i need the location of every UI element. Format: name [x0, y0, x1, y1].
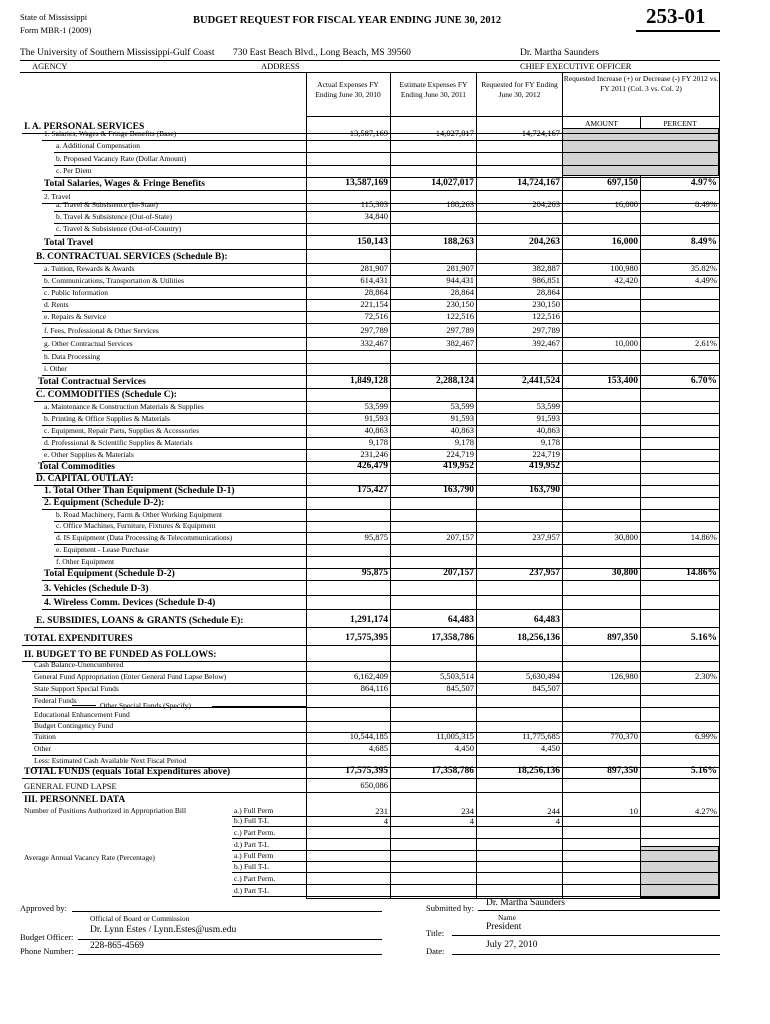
- row-value-v1: 13,587,169: [345, 178, 388, 188]
- row-label: Other: [34, 744, 52, 753]
- row-value-v2: 28,864: [450, 287, 474, 297]
- row-value-v2: 382,467: [446, 338, 474, 348]
- phone-line: [78, 954, 382, 955]
- row-rule: [42, 350, 719, 351]
- row-value-v1: 297,789: [360, 325, 388, 335]
- row-value-v5: 8.49%: [695, 199, 717, 209]
- col5-left: [640, 116, 641, 898]
- date-label: Date:: [426, 946, 445, 956]
- row-value-v3: 14,724,167: [517, 178, 560, 188]
- row-value-v5: 8.49%: [690, 237, 717, 247]
- row-value-v1: 281,907: [360, 263, 388, 273]
- row-value-v4: 10,000: [614, 338, 638, 348]
- row-value-v1: 95,875: [364, 532, 388, 542]
- row-label: Cash Balance-Unencumbered: [34, 660, 124, 669]
- header-bottom-line: [306, 116, 719, 117]
- row-rule: [54, 152, 719, 153]
- form-code: 253-01: [646, 4, 706, 28]
- row-label: Less: Estimated Cash Available Next Fiscal Period: [34, 756, 187, 765]
- row-value-v4: 16,000: [614, 199, 638, 209]
- col-requested-header: Requested for FY Ending June 30, 2012: [481, 80, 558, 99]
- row-value-v2: 91,593: [450, 413, 474, 423]
- address-caption: ADDRESS: [261, 61, 300, 71]
- row-label: b. Printing & Office Supplies & Materials: [44, 414, 170, 423]
- row-value-v4: 697,150: [607, 178, 638, 188]
- personnel-sub-label: b.) Full T-L: [234, 816, 269, 825]
- row-value-v5: 5.16%: [690, 766, 717, 776]
- row-label: Tuition: [34, 732, 56, 741]
- row-value-v5: 6.99%: [695, 731, 717, 741]
- submitted-line: [478, 910, 720, 911]
- approved-line: [72, 911, 382, 912]
- row-label: e. Other Supplies & Materials: [44, 450, 134, 459]
- row-value-v1: 115,303: [360, 199, 388, 209]
- personnel-sub-label: c.) Part Perm.: [234, 828, 276, 837]
- row-value-v3: 28,864: [536, 287, 560, 297]
- row-value-v2: 9,178: [454, 437, 474, 447]
- row-value-v2: 207,157: [443, 568, 474, 578]
- title-line: [452, 935, 720, 936]
- row-value-v4: 126,980: [610, 671, 638, 681]
- row-value-v3: 11,775,685: [522, 731, 560, 741]
- row-label: b. Proposed Vacancy Rate (Dollar Amount): [56, 154, 187, 163]
- ceo-caption: CHIEF EXECUTIVE OFFICER: [520, 61, 632, 71]
- row-value-v2: 281,907: [446, 263, 474, 273]
- row-label: Budget Contingency Fund: [34, 721, 114, 730]
- row-value-v3: 5,630,494: [526, 671, 560, 681]
- row-value-v2: 2,288,124: [436, 376, 474, 386]
- row-label: i. Other: [44, 364, 67, 373]
- row-value-v1: 34,840: [364, 211, 388, 221]
- row-value-v5: 6.70%: [690, 376, 717, 386]
- row-value-v1: 13,587,169: [349, 128, 388, 138]
- row-label: b. Communications, Transportation & Utilities: [44, 276, 185, 285]
- row-label: e. Repairs & Service: [44, 312, 107, 321]
- col-actual-header: Actual Expenses FY Ending June 30, 2010: [315, 80, 381, 99]
- row-value-v2: 297,789: [446, 325, 474, 335]
- row-rule: [36, 388, 719, 389]
- row-value-v2: 5,503,514: [440, 671, 474, 681]
- row-value-v3: 237,957: [532, 532, 560, 542]
- row-rule: [42, 609, 719, 610]
- title-value: President: [486, 922, 522, 932]
- submitted-value: Dr. Martha Saunders: [486, 898, 565, 908]
- personnel-rule: [232, 826, 719, 827]
- row-label: a. Tuition, Rewards & Awards: [44, 264, 135, 273]
- row-label: C. COMMODITIES (Schedule C):: [36, 390, 177, 400]
- personnel-rule: [232, 850, 719, 851]
- row-value-v2: 163,790: [443, 485, 474, 495]
- row-value-v2: 944,431: [446, 275, 474, 285]
- agency-name: The University of Southern Mississippi-Gulf Coast: [20, 48, 215, 58]
- approved-label: Approved by:: [20, 903, 67, 913]
- row-label: Federal Funds: [34, 696, 77, 705]
- row-value-v3: 4,450: [540, 743, 560, 753]
- row-value-v2: 419,952: [443, 461, 474, 471]
- row-value-v3: 224,719: [532, 449, 560, 459]
- row-value-v3: 14,724,167: [521, 128, 560, 138]
- row-value-v1: 650,086: [360, 780, 388, 790]
- row-value-v2: 122,516: [446, 311, 474, 321]
- full-tl-actual: 4: [383, 816, 388, 826]
- row-label: Total Equipment (Schedule D-2): [44, 569, 175, 579]
- row-rule: [22, 792, 719, 793]
- row-value-v1: 6,162,409: [354, 671, 388, 681]
- row-value-v5: 14.86%: [690, 532, 717, 542]
- row-value-v4: 770,370: [610, 731, 638, 741]
- row-label: GENERAL FUND LAPSE: [24, 781, 117, 791]
- row-value-v3: 986,851: [532, 275, 560, 285]
- row-label: 2. Travel: [44, 192, 71, 201]
- row-label: Educational Enhancement Fund: [34, 710, 130, 719]
- row-value-v2: 188,263: [443, 237, 474, 247]
- row-rule: [34, 627, 719, 628]
- positions-label: Number of Positions Authorized in Appropriation Bill: [24, 806, 187, 815]
- row-value-v4: 16,000: [611, 237, 638, 247]
- row-label: B. CONTRACTUAL SERVICES (Schedule B):: [36, 252, 228, 262]
- row-rule: [54, 556, 719, 557]
- personnel-rule: [232, 872, 719, 873]
- row-label: g. Other Contractual Services: [44, 339, 133, 348]
- row-label: E. SUBSIDIES, LOANS & GRANTS (Schedule E):: [36, 616, 244, 626]
- row-value-v2: 4,450: [454, 743, 474, 753]
- other-special-funds-label: Other Special Funds (Specify): [100, 701, 192, 710]
- row-label: II. BUDGET TO BE FUNDED AS FOLLOWS:: [24, 650, 217, 660]
- row-label: c. Office Machines, Furniture, Fixtures & Equipment: [56, 521, 216, 530]
- row-value-v2: 188,263: [446, 199, 474, 209]
- row-value-v3: 18,256,136: [517, 633, 560, 643]
- personnel-sub-label: d.) Part T-L: [234, 886, 269, 895]
- row-label: c. Per Diem: [56, 166, 92, 175]
- row-rule: [42, 363, 719, 364]
- row-value-v1: 150,143: [357, 237, 388, 247]
- row-label: a. Maintenance & Construction Materials & Supplies: [44, 402, 204, 411]
- row-value-v3: 64,483: [533, 615, 560, 625]
- row-label: b. Road Machinery, Farm & Other Working Equipment: [56, 510, 223, 519]
- row-label: State Support Special Funds: [34, 684, 119, 693]
- row-value-v2: 224,719: [446, 449, 474, 459]
- row-rule: [42, 595, 719, 596]
- phone-label: Phone Number:: [20, 946, 74, 956]
- row-value-v2: 230,150: [446, 299, 474, 309]
- personnel-rule: [232, 861, 719, 862]
- row-rule: [54, 165, 719, 166]
- row-label: 3. Vehicles (Schedule D-3): [44, 584, 149, 594]
- row-value-v1: 40,863: [364, 425, 388, 435]
- full-perm-actual: 231: [375, 806, 388, 816]
- personnel-rule: [232, 884, 719, 885]
- row-value-v3: 2,441,524: [522, 376, 560, 386]
- table-top-line: [20, 72, 720, 73]
- row-label: D. CAPITAL OUTLAY:: [36, 474, 134, 484]
- row-value-v4: 153,400: [607, 376, 638, 386]
- row-value-v1: 614,431: [360, 275, 388, 285]
- row-value-v5: 4.49%: [695, 275, 717, 285]
- row-rule: [42, 580, 719, 581]
- row-value-v1: 17,575,395: [345, 633, 388, 643]
- other-special-funds-line: [212, 706, 306, 707]
- row-value-v1: 1,849,128: [350, 376, 388, 386]
- row-rule: [32, 695, 719, 696]
- row-value-v4: 30,800: [614, 532, 638, 542]
- row-value-v4: 42,420: [614, 275, 638, 285]
- row-rule: [22, 661, 719, 662]
- personnel-sub-label: b.) Full T-L: [234, 862, 269, 871]
- personnel-rule: [232, 896, 719, 897]
- row-value-v4: 897,350: [607, 766, 638, 776]
- row-rule: [32, 721, 719, 722]
- agency-address: 730 East Beach Blvd., Long Beach, MS 39560: [233, 48, 411, 58]
- row-label: 4. Wireless Comm. Devices (Schedule D-4): [44, 598, 216, 608]
- full-perm-estimate: 234: [461, 806, 474, 816]
- personnel-sub-label: c.) Part Perm.: [234, 874, 276, 883]
- row-value-v1: 95,875: [361, 568, 388, 578]
- form-number: Form MBR-1 (2009): [20, 25, 92, 35]
- row-label: f. Fees, Professional & Other Services: [44, 326, 159, 335]
- row-label: Total Travel: [44, 238, 94, 248]
- personnel-title: III. PERSONNEL DATA: [24, 795, 126, 805]
- col-estimate-header: Estimate Expenses FY Ending June 30, 2011: [399, 80, 468, 99]
- row-value-v1: 91,593: [364, 413, 388, 423]
- row-value-v3: 204,263: [529, 237, 560, 247]
- row-rule: [22, 778, 719, 779]
- personnel-sub-label: d.) Part T-L: [234, 840, 269, 849]
- row-value-v2: 11,005,315: [436, 731, 474, 741]
- row-label: c. Public Information: [44, 288, 108, 297]
- row-value-v3: 18,256,136: [517, 766, 560, 776]
- row-label: Total Commodities: [38, 462, 115, 472]
- full-perm-requested: 244: [547, 806, 560, 816]
- row-label: 1. Total Other Than Equipment (Schedule D-1): [44, 486, 235, 496]
- row-label: c. Travel & Subsistence (Out-of-Country): [56, 224, 182, 233]
- row-value-v1: 10,544,185: [349, 731, 388, 741]
- row-value-v3: 237,957: [529, 568, 560, 578]
- row-value-v3: 392,467: [532, 338, 560, 348]
- row-value-v2: 53,599: [450, 401, 474, 411]
- row-rule: [42, 140, 719, 141]
- row-value-v2: 845,507: [446, 683, 474, 693]
- row-value-v1: 53,599: [364, 401, 388, 411]
- row-label: General Fund Appropriation (Enter General Fund Lapse Below): [34, 672, 227, 681]
- budget-officer-line: [78, 939, 382, 940]
- personnel-rule: [232, 838, 719, 839]
- page-title: BUDGET REQUEST FOR FISCAL YEAR ENDING JUNE 30, 2012: [193, 15, 502, 26]
- name-caption: Name: [498, 913, 516, 922]
- row-value-v3: 297,789: [532, 325, 560, 335]
- row-label: f. Other Equipment: [56, 557, 115, 566]
- board-caption: Official of Board or Commission: [90, 914, 190, 923]
- row-label: d. Rents: [44, 300, 69, 309]
- row-label: 2. Equipment (Schedule D-2):: [44, 498, 165, 508]
- row-value-v1: 72,516: [364, 311, 388, 321]
- row-value-v4: 897,350: [607, 633, 638, 643]
- agency-caption: AGENCY: [32, 61, 68, 71]
- row-value-v3: 230,150: [532, 299, 560, 309]
- row-value-v2: 14,027,017: [435, 128, 474, 138]
- row-label: e. Equipment - Lease Purchase: [56, 545, 149, 554]
- row-label: a. Additional Compensation: [56, 141, 140, 150]
- row-value-v4: 30,800: [611, 568, 638, 578]
- budget-officer-value: Dr. Lynn Estes / Lynn.Estes@usm.edu: [90, 925, 237, 935]
- submitted-label: Submitted by:: [426, 903, 474, 913]
- personnel-sub-label: a.) Full Perm: [234, 806, 274, 815]
- row-value-v2: 14,027,017: [431, 178, 474, 188]
- row-label: d. Professional & Scientific Supplies & Materials: [44, 438, 193, 447]
- row-value-v2: 207,157: [446, 532, 474, 542]
- row-value-v2: 17,358,786: [431, 633, 474, 643]
- col-amount-header: AMOUNT: [585, 119, 618, 128]
- title-label: Title:: [426, 928, 445, 938]
- row-value-v1: 17,575,395: [345, 766, 388, 776]
- row-value-v2: 40,863: [450, 425, 474, 435]
- row-rule: [54, 544, 719, 545]
- row-value-v3: 53,599: [536, 401, 560, 411]
- row-value-v1: 864,116: [360, 683, 388, 693]
- date-value: July 27, 2010: [486, 940, 538, 950]
- date-line: [452, 954, 720, 955]
- row-value-v1: 426,479: [357, 461, 388, 471]
- row-value-v3: 122,516: [532, 311, 560, 321]
- row-value-v1: 28,864: [364, 287, 388, 297]
- row-value-v1: 231,246: [360, 449, 388, 459]
- row-label: 1. Salaries, Wages & Fringe Benefits (Base): [44, 129, 177, 138]
- agency-ceo: Dr. Martha Saunders: [520, 48, 599, 58]
- row-label: Total Contractual Services: [38, 377, 146, 387]
- row-value-v1: 1,291,174: [350, 615, 388, 625]
- row-value-v2: 64,483: [447, 615, 474, 625]
- row-value-v4: 100,980: [610, 263, 638, 273]
- row-value-v1: 4,685: [368, 743, 388, 753]
- row-label: a. Travel & Subsistence (In-State): [56, 200, 158, 209]
- table-right: [719, 72, 720, 898]
- full-tl-estimate: 4: [469, 816, 474, 826]
- row-rule: [42, 323, 719, 324]
- row-value-v5: 2.30%: [695, 671, 717, 681]
- federal-funds-line: [72, 705, 96, 706]
- phone-value: 228-865-4569: [90, 941, 144, 951]
- row-value-v5: 35.82%: [690, 263, 717, 273]
- row-value-v3: 91,593: [536, 413, 560, 423]
- row-value-v5: 2.61%: [695, 338, 717, 348]
- row-rule: [54, 235, 719, 236]
- budget-officer-label: Budget Officer:: [20, 932, 74, 942]
- row-value-v5: 5.16%: [690, 633, 717, 643]
- row-value-v3: 419,952: [529, 461, 560, 471]
- col-percent-header: PERCENT: [663, 119, 697, 128]
- row-label: c. Equipment, Repair Parts, Supplies & Accessories: [44, 426, 200, 435]
- row-value-v5: 14.86%: [686, 568, 717, 578]
- row-value-v1: 175,427: [357, 485, 388, 495]
- full-tl-requested: 4: [555, 816, 560, 826]
- row-label: d. IS Equipment (Data Processing & Telecommunications): [56, 533, 233, 542]
- row-value-v1: 9,178: [368, 437, 388, 447]
- vacancy-label: Average Annual Vacancy Rate (Percentage): [24, 853, 155, 862]
- row-label: TOTAL EXPENDITURES: [24, 634, 133, 644]
- row-label: I. A. PERSONAL SERVICES: [24, 122, 145, 132]
- row-value-v5: 4.97%: [690, 178, 717, 188]
- row-value-v1: 332,467: [360, 338, 388, 348]
- row-value-v3: 40,863: [536, 425, 560, 435]
- row-label: TOTAL FUNDS (equals Total Expenditures above): [24, 767, 231, 777]
- row-value-v1: 221,154: [360, 299, 388, 309]
- row-rule: [22, 645, 719, 646]
- state-label: State of Mississippi: [20, 12, 88, 22]
- full-perm-amount: 10: [629, 806, 638, 816]
- code-underline: [636, 30, 720, 32]
- row-value-v3: 163,790: [529, 485, 560, 495]
- personnel-sub-label: a.) Full Perm: [234, 851, 274, 860]
- row-rule: [42, 249, 719, 250]
- row-value-v3: 204,263: [532, 199, 560, 209]
- full-perm-percent: 4.27%: [695, 806, 717, 816]
- row-value-v3: 845,507: [532, 683, 560, 693]
- row-value-v3: 9,178: [540, 437, 560, 447]
- row-label: h. Data Processing: [44, 352, 101, 361]
- row-value-v2: 17,358,786: [431, 766, 474, 776]
- row-rule: [36, 473, 719, 474]
- row-label: b. Travel & Subsistence (Out-of-State): [56, 212, 173, 221]
- col-change-header: Requested Increase (+) or Decrease (-) FY 2012 vs. FY 2011 (Col. 3 vs. Col. 2): [563, 74, 719, 93]
- row-rule: [42, 190, 719, 191]
- row-value-v3: 382,887: [532, 263, 560, 273]
- row-label: Total Salaries, Wages & Fringe Benefits: [44, 179, 205, 189]
